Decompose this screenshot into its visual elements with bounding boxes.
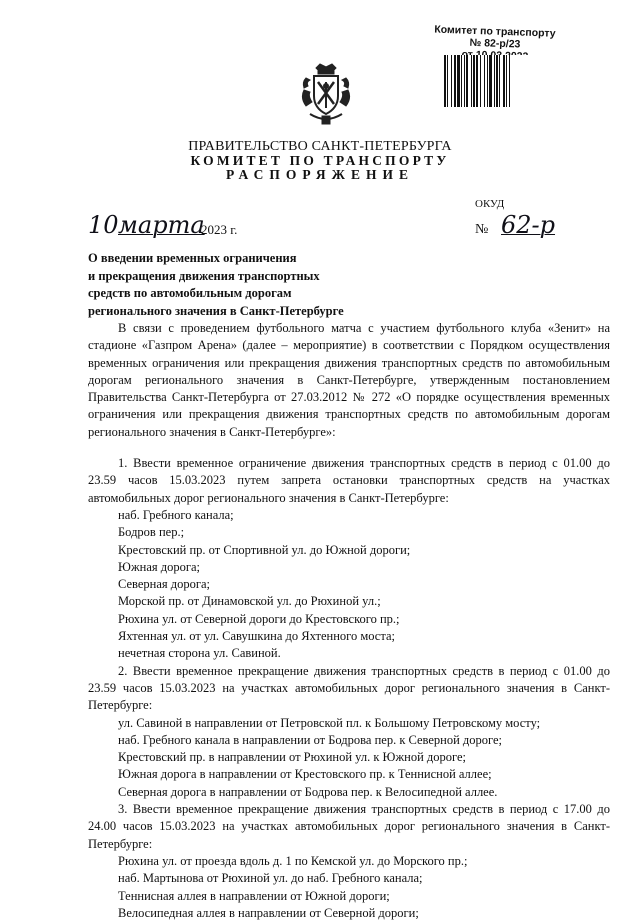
barcode-bar — [503, 55, 505, 107]
preamble: В связи с проведением футбольного матча с участием футбольного клуба «Зенит» на стадионе «Газпром Арена» (далее – мероприятие) в соответствии с Порядком осуществления временных ограничения или прекращения движения транспортных средств по автомобильным дорогам регионального значения в Санкт-Петербурге, утвержденным постановлением Правительства Санкт-Петербурга от 27.03.2012 № 272 «О порядке осуществления временных ограничения или прекращения движения транспортных средств по автомобильным дорогам регионального значения в Санкт-Петербурге»: — [88, 321, 610, 439]
list-item: Крестовский пр. в направлении от Рюхиной ул. к Южной дороге; — [118, 750, 467, 765]
barcode-bar — [464, 55, 465, 107]
barcode-bar — [473, 55, 475, 107]
date-month: марта — [118, 211, 205, 239]
barcode-bar — [461, 55, 462, 107]
barcode-bar — [457, 55, 460, 107]
barcode-bar — [494, 55, 495, 107]
document-date — [88, 211, 288, 241]
list-item: Южная дорога; — [118, 559, 201, 574]
stamp-line-1: Комитет по транспорту — [434, 23, 556, 40]
document-number — [475, 211, 595, 241]
list-item: наб. Мартынова от Рюхиной ул. до наб. Гребного канала; — [118, 871, 423, 886]
barcode-bar — [447, 55, 448, 107]
document-type: РАСПОРЯЖЕНИЕ — [225, 167, 415, 182]
section-1-text: 1. Ввести временное ограничение движения транспортных средств в период с 01.00 до 23.59 часов 15.03.2023 путем запрета остановки транспортных средств на участках автомобильных дорог регионального значения в Санкт-Петербурге: — [88, 456, 610, 505]
list-item: ул. Савиной в направлении от Петровской пл. к Большому Петровскому мосту; — [118, 715, 541, 730]
list-item: Морской пр. от Динамовской ул. до Рюхиной ул.; — [118, 594, 381, 609]
list-item: Рюхина ул. от проезда вдоль д. 1 по Кемской ул. до Морского пр.; — [118, 853, 468, 868]
document-body — [88, 320, 610, 922]
document-subject — [88, 250, 344, 320]
barcode — [443, 55, 563, 107]
okud-label: ОКУД — [475, 198, 505, 210]
list-item: Яхтенная ул. от ул. Савушкина до Яхтенного моста; — [118, 629, 395, 644]
barcode-bar — [487, 55, 488, 107]
subject-line: О введении временных ограничения — [88, 251, 297, 265]
government-title: ПРАВИТЕЛЬСТВО САНКТ-ПЕТЕРБУРГА — [188, 139, 452, 154]
list-item: Бодров пер.; — [118, 525, 185, 540]
barcode-bar — [506, 55, 507, 107]
barcode-bar — [499, 55, 500, 107]
subject-line: регионального значения в Санкт-Петербурге — [88, 303, 344, 318]
section-3-text: 3. Ввести временное прекращение движения транспортных средств в период с 17.00 до 24.00 часов 15.03.2023 на участках автомобильных дорог регионального значения в Санкт-Петербурге: — [88, 802, 610, 851]
barcode-bar — [480, 55, 481, 107]
barcode-bar — [444, 55, 446, 107]
date-day: 10 — [88, 211, 119, 239]
coat-of-arms-icon — [300, 62, 352, 128]
date-year: 2023 г. — [201, 222, 238, 237]
number-value: 62-р — [501, 211, 556, 239]
list-item: Южная дорога в направлении от Крестовского пр. к Теннисной аллее; — [118, 767, 492, 782]
barcode-bar — [489, 55, 492, 107]
list-item: Велосипедная аллея в направлении от Северной дороги; — [118, 905, 419, 920]
list-item: наб. Гребного канала; — [118, 507, 234, 522]
barcode-bar — [451, 55, 452, 107]
barcode-bar — [509, 55, 510, 107]
barcode-bar — [454, 55, 456, 107]
list-item: нечетная сторона ул. Савиной. — [118, 646, 281, 661]
stamp-line-2: № 82-р/23 — [469, 36, 521, 51]
list-item: Теннисная аллея в направлении от Южной дороги; — [118, 888, 390, 903]
stamp-line-3: от — [461, 48, 474, 61]
list-item: Северная дорога; — [118, 577, 211, 592]
barcode-bar — [496, 55, 498, 107]
list-item: Рюхина ул. от Северной дороги до Крестовского пр.; — [118, 611, 400, 626]
section-2-text: 2. Ввести временное прекращение движения транспортных средств в период с 01.00 до 23.59 часов 15.03.2023 на участках автомобильных дорог регионального значения в Санкт-Петербурге: — [88, 663, 610, 713]
barcode-bar — [476, 55, 478, 107]
barcode-bar — [471, 55, 472, 107]
subject-line: средств по автомобильным дорогам — [88, 286, 292, 300]
list-item: Северная дорога в направлении от Бодрова пер. к Велосипедной аллее. — [118, 784, 498, 799]
committee-title: КОМИТЕТ ПО ТРАНСПОРТУ — [190, 153, 450, 168]
list-item: Крестовский пр. от Спортивной ул. до Южной дороги; — [118, 542, 411, 557]
barcode-bar — [466, 55, 468, 107]
subject-line: и прекращения движения транспортных — [88, 268, 320, 283]
number-label: № — [475, 222, 489, 237]
list-item: наб. Гребного канала в направлении от Бодрова пер. к Северной дороге; — [118, 732, 503, 747]
barcode-bar — [484, 55, 485, 107]
